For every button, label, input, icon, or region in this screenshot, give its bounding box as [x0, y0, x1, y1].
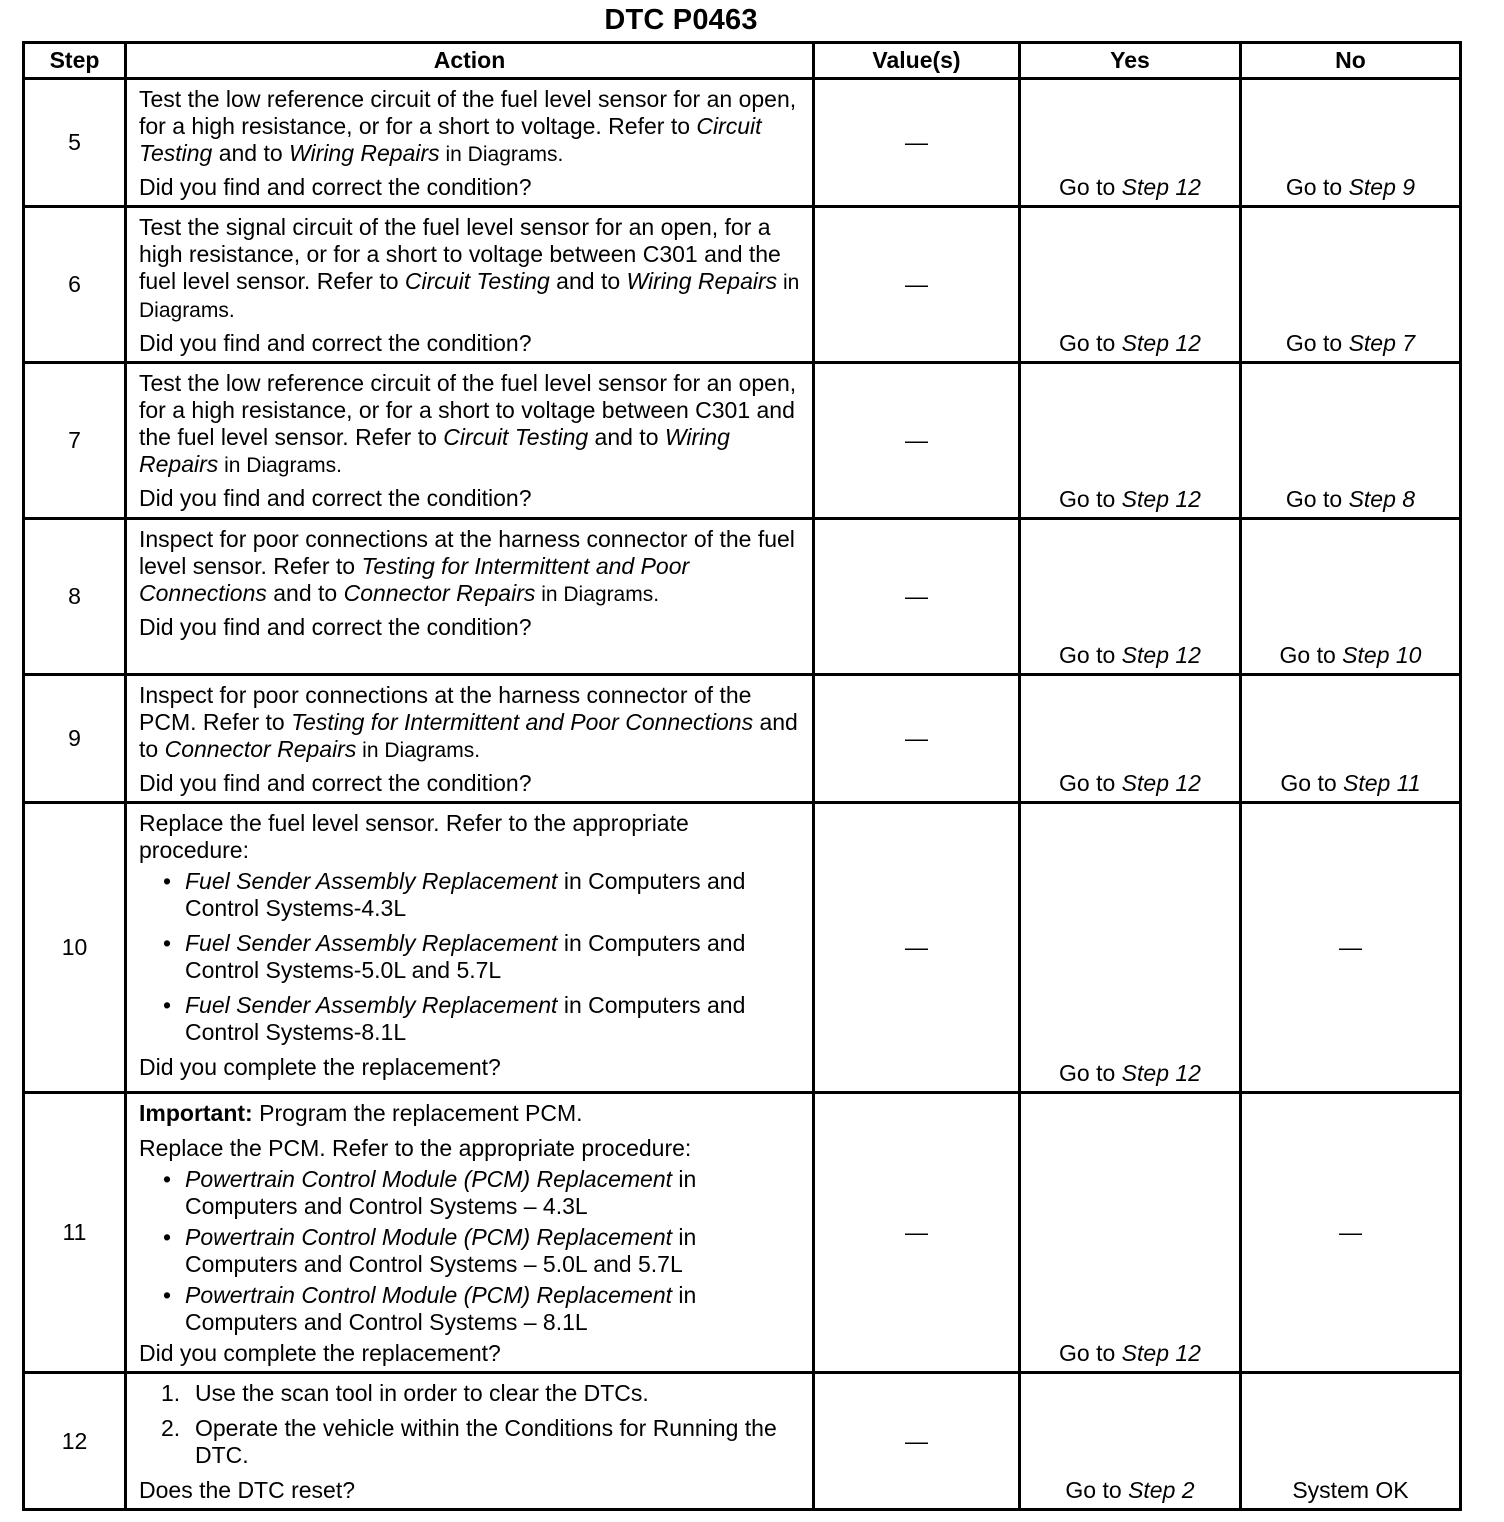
- no-cell: Go to Step 8: [1241, 363, 1461, 519]
- step-number: 10: [24, 803, 126, 1093]
- table-row-step-7: [24, 363, 1461, 519]
- diagnostic-table: [22, 41, 1462, 1511]
- value-cell: —: [814, 1373, 1020, 1510]
- yes-cell: Go to Step 2: [1020, 1373, 1241, 1510]
- important-note: Important: Program the replacement PCM.: [139, 1100, 583, 1126]
- action-text: Test the low reference circuit of the fuel level sensor for an open, for a high resistance, or for a short to voltage between C301 and the fuel level sensor. Refer to Circuit Testing and to Wiring Repairs in Diagrams.: [139, 370, 797, 477]
- step-number: 7: [24, 363, 126, 519]
- value-cell: —: [814, 803, 1020, 1093]
- value-cell: —: [814, 363, 1020, 519]
- procedure-list: [139, 1166, 802, 1336]
- list-item: • Powertrain Control Module (PCM) Replacement in Computers and Control Systems – 8.1L: [185, 1282, 802, 1336]
- action-question: Did you find and correct the condition?: [139, 174, 532, 200]
- action-text: Replace the fuel level sensor. Refer to the appropriate procedure:: [139, 810, 689, 863]
- list-item: 1. Use the scan tool in order to clear the DTCs.: [161, 1380, 649, 1406]
- step-number: 8: [24, 519, 126, 675]
- value-cell: —: [814, 519, 1020, 675]
- table-row-step-10: [24, 803, 1461, 1093]
- action-cell: [126, 1093, 814, 1373]
- header-step: Step: [24, 43, 126, 79]
- yes-cell: Go to Step 12: [1020, 1093, 1241, 1373]
- action-question: Did you complete the replacement?: [139, 1340, 501, 1366]
- table-row-step-11: [24, 1093, 1461, 1373]
- list-item: • Powertrain Control Module (PCM) Replacement in Computers and Control Systems – 4.3L: [185, 1166, 802, 1220]
- no-cell: Go to Step 10: [1241, 519, 1461, 675]
- yes-cell: Go to Step 12: [1020, 675, 1241, 803]
- header-no: No: [1241, 43, 1461, 79]
- no-cell: Go to Step 11: [1241, 675, 1461, 803]
- table-header-row: [24, 43, 1461, 79]
- header-yes: Yes: [1020, 43, 1241, 79]
- action-text: Inspect for poor connections at the harness connector of the fuel level sensor. Refer to Testing for Intermittent and Poor Connections and to Connector Repairs in Diagrams.: [139, 526, 795, 606]
- no-cell: —: [1241, 1093, 1461, 1373]
- value-cell: —: [814, 1093, 1020, 1373]
- action-question: Did you find and correct the condition?: [139, 485, 532, 511]
- action-cell: [126, 1373, 814, 1510]
- numbered-list: [139, 1380, 802, 1477]
- no-cell: Go to Step 7: [1241, 207, 1461, 363]
- no-cell: —: [1241, 803, 1461, 1093]
- list-item: • Fuel Sender Assembly Replacement in Computers and Control Systems-5.0L and 5.7L: [185, 930, 802, 984]
- list-item: 2. Operate the vehicle within the Conditions for Running the DTC.: [161, 1415, 777, 1468]
- action-cell: [126, 519, 814, 675]
- step-number: 5: [24, 79, 126, 207]
- page-title: DTC P0463: [604, 4, 758, 36]
- step-number: 9: [24, 675, 126, 803]
- yes-cell: Go to Step 12: [1020, 803, 1241, 1093]
- action-cell: [126, 803, 814, 1093]
- procedure-list: [139, 868, 802, 1046]
- table-row-step-5: [24, 79, 1461, 207]
- table-row-step-8: [24, 519, 1461, 675]
- action-question: Did you find and correct the condition?: [139, 614, 532, 640]
- action-cell: [126, 79, 814, 207]
- action-text: Replace the PCM. Refer to the appropriate procedure:: [139, 1135, 692, 1161]
- table-row-step-9: [24, 675, 1461, 803]
- yes-cell: Go to Step 12: [1020, 519, 1241, 675]
- table-row-step-6: [24, 207, 1461, 363]
- action-cell: [126, 207, 814, 363]
- header-values: Value(s): [814, 43, 1020, 79]
- yes-cell: Go to Step 12: [1020, 207, 1241, 363]
- step-number: 11: [24, 1093, 126, 1373]
- list-item: • Fuel Sender Assembly Replacement in Computers and Control Systems-8.1L: [185, 992, 802, 1046]
- yes-cell: Go to Step 12: [1020, 79, 1241, 207]
- action-text: Test the signal circuit of the fuel level sensor for an open, for a high resistance, or for a short to voltage between C301 and the fuel level sensor. Refer to Circuit Testing and to Wiring Repairs in Diagrams.: [139, 214, 800, 322]
- value-cell: —: [814, 675, 1020, 803]
- action-cell: [126, 675, 814, 803]
- action-cell: [126, 363, 814, 519]
- step-number: 12: [24, 1373, 126, 1510]
- no-cell: Go to Step 9: [1241, 79, 1461, 207]
- action-text: Inspect for poor connections at the harness connector of the PCM. Refer to Testing for Intermittent and Poor Connections and to Connector Repairs in Diagrams.: [139, 682, 798, 762]
- no-cell: System OK: [1241, 1373, 1461, 1510]
- value-cell: —: [814, 207, 1020, 363]
- table-row-step-12: [24, 1373, 1461, 1510]
- action-question: Did you find and correct the condition?: [139, 330, 532, 356]
- value-cell: —: [814, 79, 1020, 207]
- list-item: • Powertrain Control Module (PCM) Replacement in Computers and Control Systems – 5.0L and 5.7L: [185, 1224, 802, 1278]
- action-question: Did you find and correct the condition?: [139, 770, 532, 796]
- list-item: • Fuel Sender Assembly Replacement in Computers and Control Systems-4.3L: [185, 868, 802, 922]
- action-question: Does the DTC reset?: [139, 1477, 356, 1503]
- action-question: Did you complete the replacement?: [139, 1054, 501, 1080]
- header-action: Action: [126, 43, 814, 79]
- yes-cell: Go to Step 12: [1020, 363, 1241, 519]
- action-text: Test the low reference circuit of the fuel level sensor for an open, for a high resistance, or for a short to voltage. Refer to Circuit Testing and to Wiring Repairs in Diagrams.: [139, 86, 797, 166]
- step-number: 6: [24, 207, 126, 363]
